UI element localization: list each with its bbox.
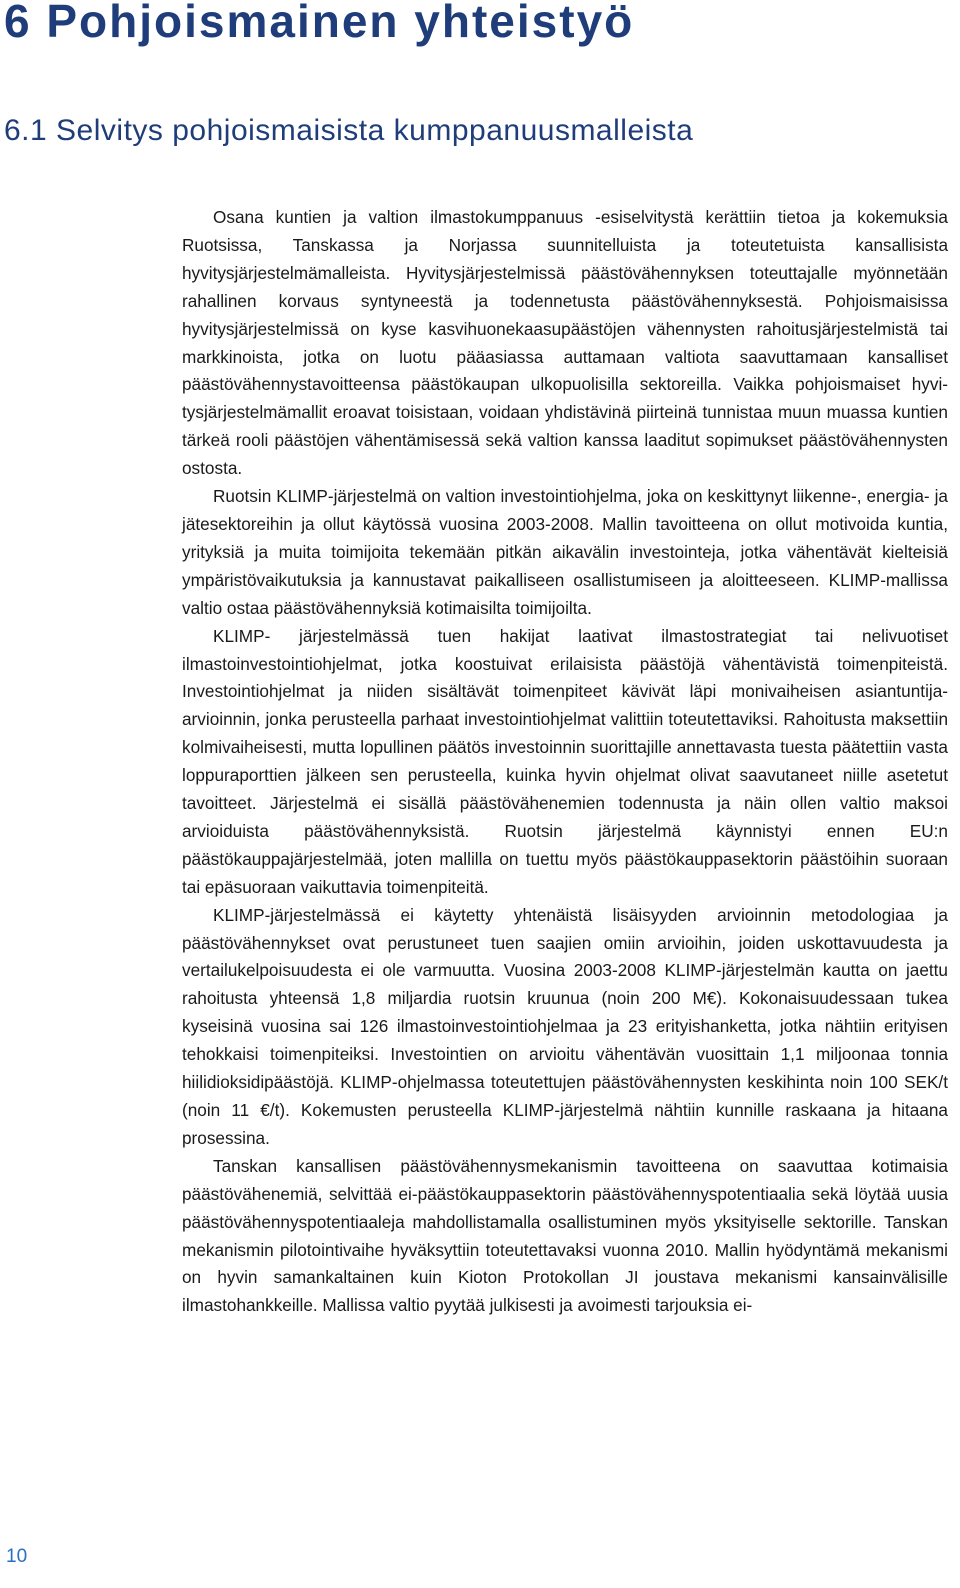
body-text [182, 204, 948, 1320]
section-title: 6.1 Selvitys pohjoismaisista kumppanuusmalleista [4, 114, 694, 147]
paragraph: KLIMP-järjestelmässä ei käytetty yhtenäistä lisäisyyden arvioinnin metodologiaa ja päästövähennykset ovat perustuneet tuen saajien omiin arvioihin, joiden uskottavuudesta ja vertailukelpoisuudesta ei ole varmuutta. Vuosina 2003-2008 KLIMP-järjestelmän kautta on jaettu rahoitusta yhteensä 1,8 miljardia ruotsin kruunua (noin 200 M€). Kokonaisuudessaan tukea kyseisinä vuosina sai 126 ilmastoinvestointiohjelmaa ja 23 erityishanketta, jotka nähtiin erityisen tehokkaisi toimenpiteiksi. Investointien on arvioitu vähentävän vuosittain 1,1 miljoonaa tonnia hiilidioksidipäästöjä. KLIMP-ohjelmassa toteutettujen päästövähennysten keskihinta noin 100 SEK/t (noin 11 €/t). Kokemusten perusteella KLIMP-järjestelmä nähtiin kunnille raskaana ja hitaana prosessina. [182, 904, 948, 1148]
paragraph: KLIMP- järjestelmässä tuen hakijat laativat ilmastostrategiat tai nelivuotiset ilmastoinvestointiohjelmat, jotka koostuivat erilaisista päästöjä vähentävistä toimenpiteistä. Investointiohjelmat ja niiden sisältävät toimenpiteet kävivät läpi monivaiheisen asiantuntija-arvioinnin, jonka perusteella parhaat investointiohjelmat valittiin toteutettaviksi. Rahoitusta maksettiin kolmivaiheisesti, mutta lopullinen päätös investoinnin suorittajille annettavasta tuesta päätettiin vasta loppuraporttien jälkeen sen perusteella, kuinka hyvin ohjelmat olivat saavutaneet niille asetetut tavoitteet. Järjestelmä ei sisällä päästövähenemien todennusta ja näin ollen valtio maksoi arvioiduista päästövähennyksistä. Ruotsin järjestelmä käynnistyi ennen EU:n päästökauppajärjestelmää, joten mallilla on tuettu myös päästökauppasektorin päästöihin suoraan tai epäsuoraan vaikuttavia toimenpiteitä. [182, 625, 948, 897]
page-number: 10 [6, 1546, 28, 1567]
chapter-title: 6 Pohjoismainen yhteistyö [4, 0, 635, 47]
paragraph: Tanskan kansallisen päästövähennysmekanismin tavoitteena on saavuttaa kotimaisia päästövähenemiä, selvittää ei-päästökauppasektorin päästövähennyspotentiaalia sekä löytää uusia päästövähennyspotentiaaleja mahdollistamalla osallistuminen myös yksityiselle sektorille. Tanskan mekanismin pilotointivaihe hyväksyttiin toteutettavaksi vuonna 2010. Mallin hyödyntämä mekanismi on hyvin samankaltainen kuin Kioton Protokollan JI joustava mekanismi kansainvälisille ilmastohankkeille. Mallissa valtio pyytää julkisesti ja avoimesti tarjouksia ei- [182, 1155, 948, 1316]
paragraph: Ruotsin KLIMP-järjestelmä on valtion investointiohjelma, joka on keskittynyt liikenne-, energia- ja jätesektoreihin ja ollut käytössä vuosina 2003-2008. Mallin tavoitteena on ollut motivoida kuntia, yrityksiä ja muita toimijoita tekemään pitkän aikavälin investointeja, jotka vähentävät kielteisiä ympäristövaikutuksia ja kannustavat paikalliseen osallistumiseen ja aloitteeseen. KLIMP-mallissa valtio ostaa päästövähennyksiä kotimaisilta toimijoilta. [182, 486, 948, 618]
paragraph: Osana kuntien ja valtion ilmastokumppanuus -esiselvitystä kerättiin tietoa ja kokemuksia Ruotsissa, Tanskassa ja Norjassa suunnitelluista ja toteutetuista kansallisista hyvitysjärjestelmämalleista. Hyvitysjärjestelmissä päästövähennyksen toteuttajalle myönnetään rahallinen korvaus syntyneestä ja todennetusta päästövähennyksestä. Pohjoismaisissa hyvitysjärjestelmissä on kyse kasvihuonekaasupäästöjen vähennysten rahoitusjärjestelmistä tai markkinoista, jotka on luotu pääasiassa auttamaan valtiota saavuttamaan kansalliset päästövähennystavoitteensa päästökaupan ulkopuolisilla sektoreilla. Vaikka pohjoismaiset hyvitysjärjestelmämallit eroavat toisistaan, voidaan yhdistävinä piirteinä tunnistaa muun muassa kuntien tärkeä rooli päästöjen vähentämisessä sekä valtion kanssa laaditut sopimukset päästövähennysten ostosta. [182, 207, 948, 479]
